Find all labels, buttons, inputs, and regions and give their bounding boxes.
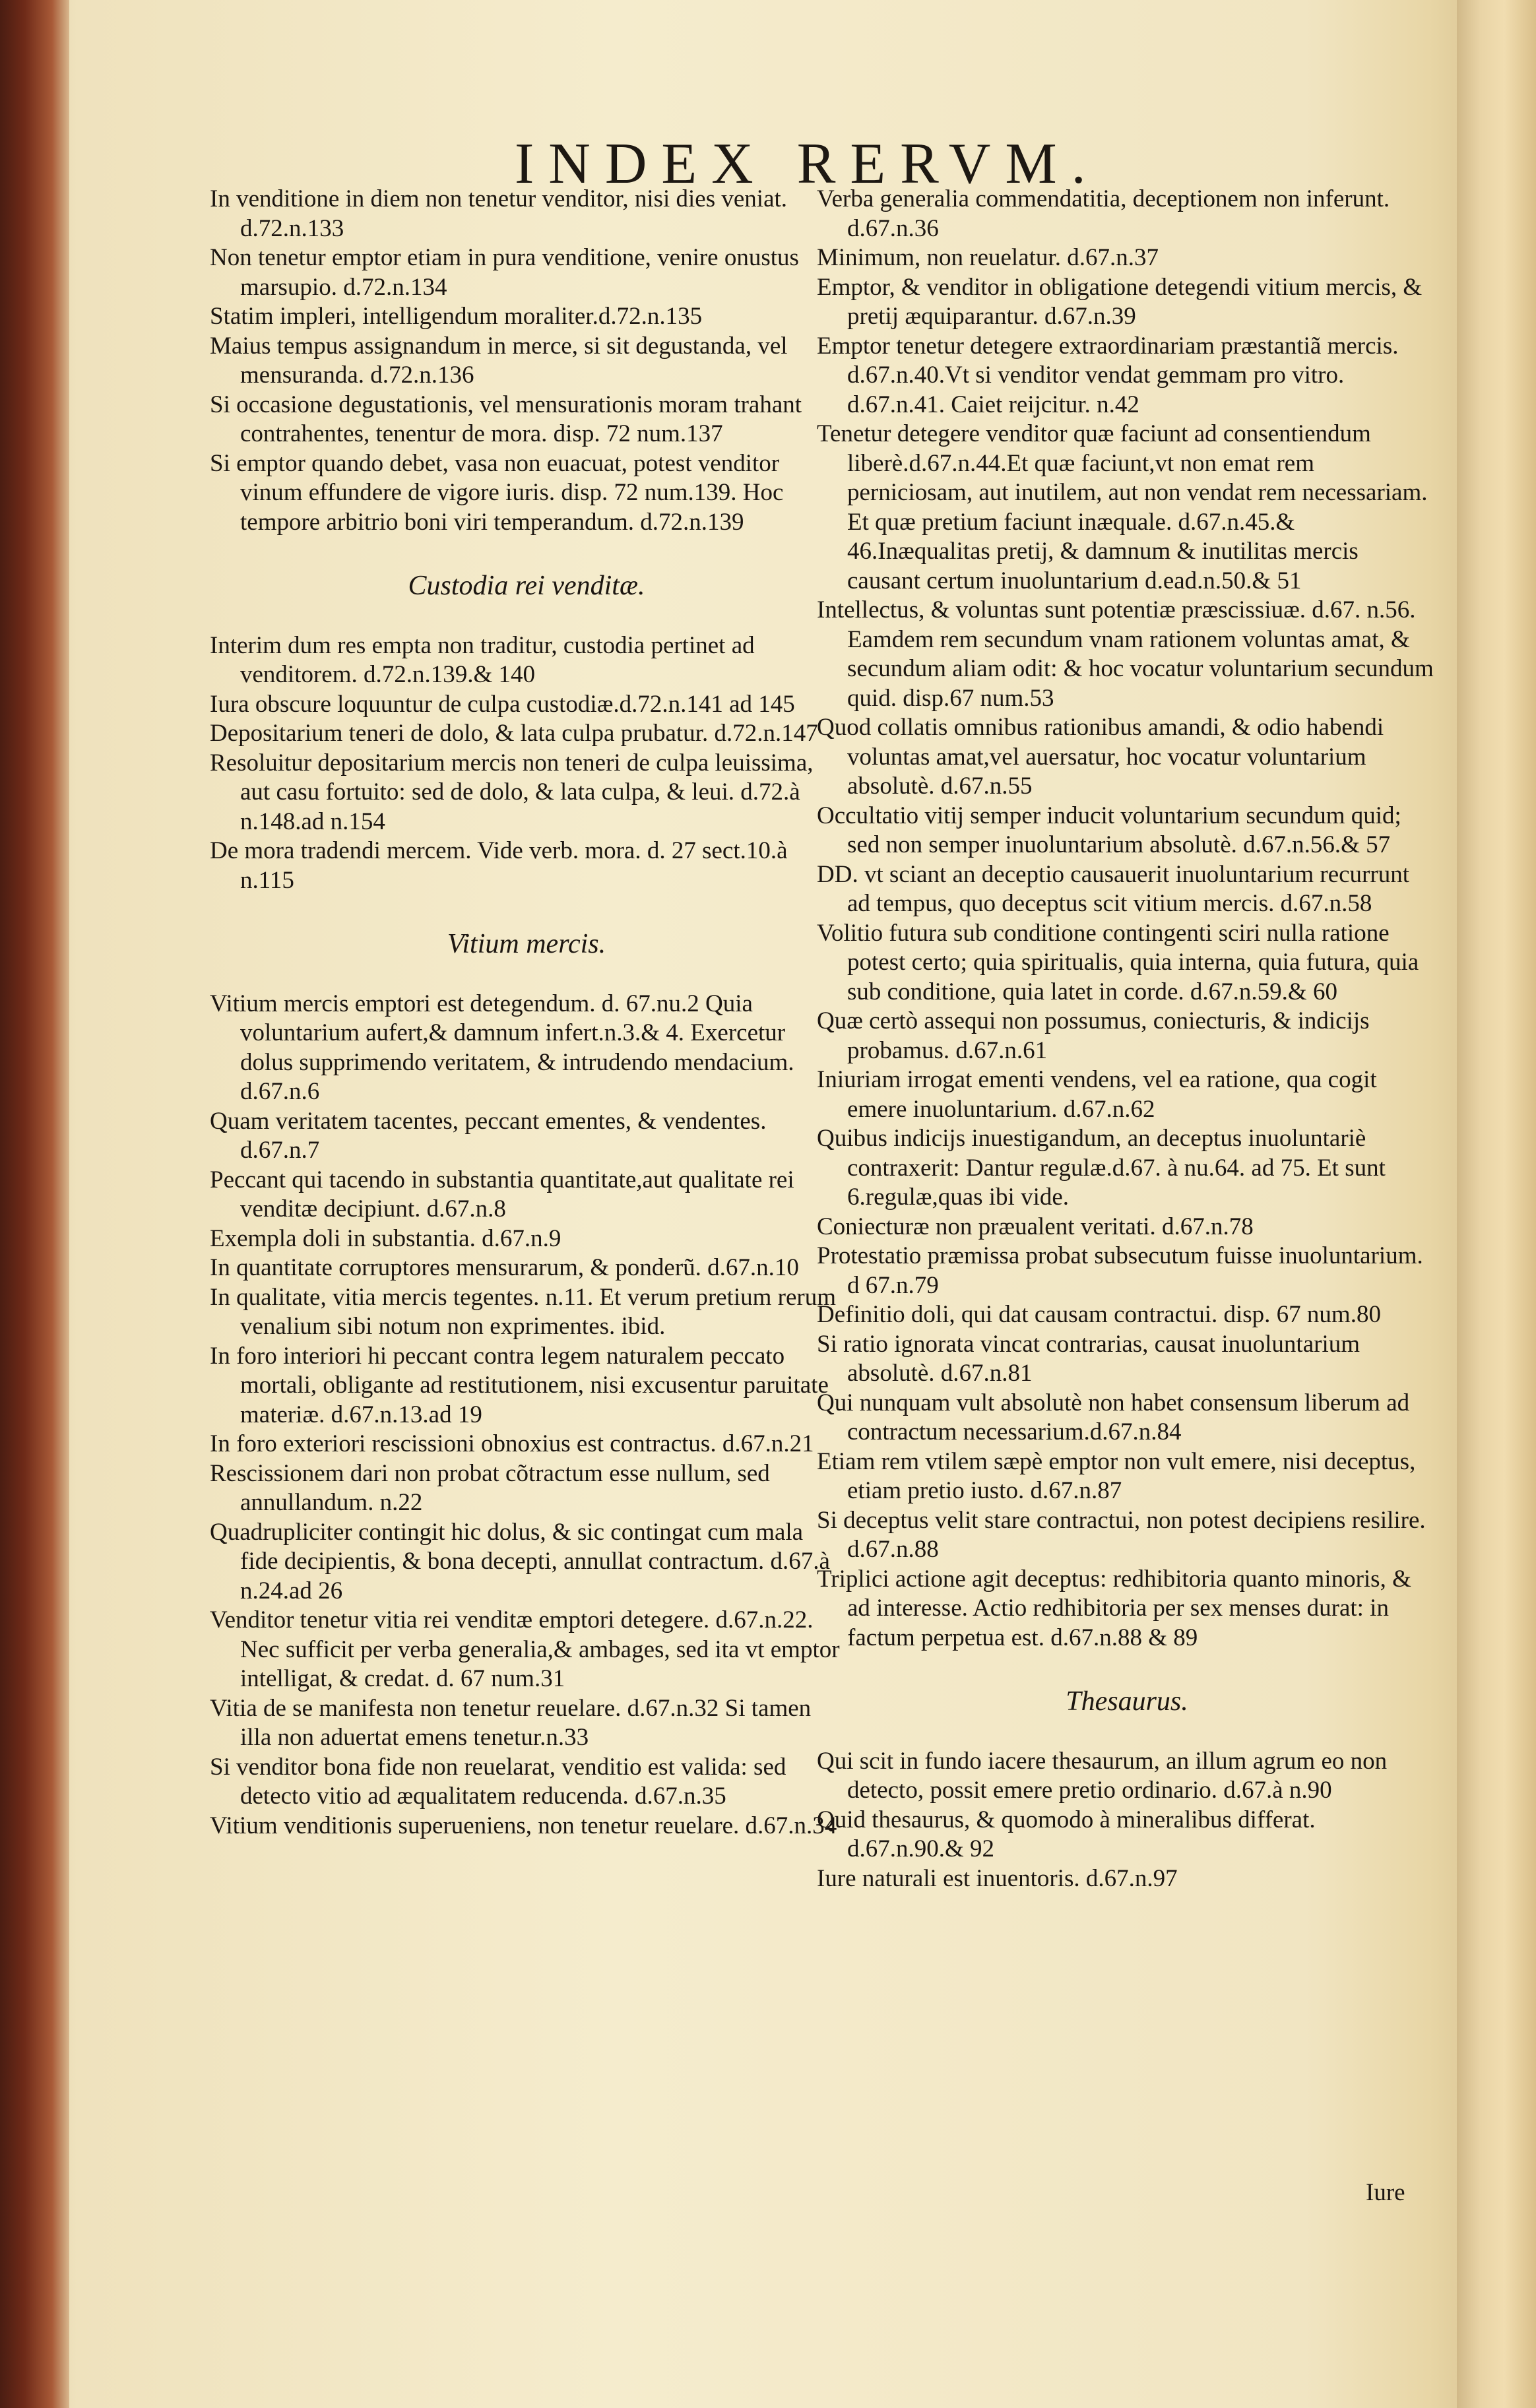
index-entry: Volitio futura sub conditione contingenti sciri nulla ratione potest certo; quia spiritualis, quia interna, quia futura, quia sub conditione, quia latet in corde. d.67.n.59.& 60 [817,919,1419,1005]
index-entry: Iura obscure loquuntur de culpa custodiæ.d.72.n.141 ad 145 [210,690,795,718]
index-entry: In venditione in diem non tenetur venditor, nisi dies veniat. d.72.n.133 [210,185,788,242]
index-entry: Tenetur detegere venditor quæ faciunt ad consentiendum liberè.d.67.n.44.Et quæ faciunt,vt non emat rem perniciosam, aut inutilem, aut non vendat rem necessariam. Et quæ pretium faciunt inæquale. d.67.n.45.& 46.Inæqualitas pretij, & damnum & inutilitas mercis causant certum inuoluntarium d.ead.n.50.& 51 [817,420,1428,594]
index-entry: Triplici actione agit deceptus: redhibitoria quanto minoris, & ad interesse. Actio redhibitoria per sex menses durat: in factum perpetua est. d.67.n.88 & 89 [817,1565,1411,1651]
index-entry: De mora tradendi mercem. Vide verb. mora. d. 27 sect.10.à n.115 [210,837,788,894]
index-entry: In quantitate corruptores mensurarum, & ponderũ. d.67.n.10 [210,1254,799,1281]
index-entry: Venditor tenetur vitia rei venditæ emptori detegere. d.67.n.22. Nec sufficit per verba generalia,& ambages, sed ita vt emptor intelligat, & credat. d. 67 num.31 [210,1606,840,1692]
section-heading: Custodia rei venditæ. [408,571,645,601]
index-entry: Coniecturæ non præualent veritati. d.67.n.78 [817,1213,1254,1240]
index-entry: Iniuriam irrogat ementi vendens, vel ea ratione, qua cogit emere inuoluntarium. d.67.n.62 [817,1066,1377,1123]
index-entry: Etiam rem vtilem sæpè emptor non vult emere, nisi deceptus, etiam pretio iusto. d.67.n.87 [817,1447,1416,1504]
index-entry: Protestatio præmissa probat subsecutum fuisse inuoluntarium. d 67.n.79 [817,1242,1423,1299]
index-entry: Quod collatis omnibus rationibus amandi, & odio habendi voluntas amat,vel auersatur, hoc vocatur voluntarium absolutè. d.67.n.55 [817,714,1384,800]
index-entry: Minimum, non reuelatur. d.67.n.37 [817,244,1159,271]
index-entry: Verba generalia commendatitia, deceptionem non inferunt. d.67.n.36 [817,185,1390,242]
index-entry: Si occasione degustationis, vel mensurationis moram trahant contrahentes, tenentur de mora. disp. 72 num.137 [210,391,802,447]
index-entry: Quadrupliciter contingit hic dolus, & sic contingat cum mala fide decipientis, & bona decepti, annullat contractum. d.67.à n.24.ad 26 [210,1518,830,1604]
index-entry: Maius tempus assignandum in merce, si sit degustanda, vel mensuranda. d.72.n.136 [210,332,788,389]
index-entry: DD. vt sciant an deceptio causauerit inuoluntarium recurrunt ad tempus, quo deceptus scit vitium mercis. d.67.n.58 [817,860,1409,917]
section-heading: Thesaurus. [1066,1686,1188,1717]
index-entry: Vitia de se manifesta non tenetur reuelare. d.67.n.32 Si tamen illa non aduertat emens tenetur.n.33 [210,1694,812,1751]
left-column [210,185,843,1841]
index-entry: Rescissionem dari non probat cõtractum esse nullum, sed annullandum. n.22 [210,1459,770,1516]
index-entry: Si venditor bona fide non reuelarat, venditio est valida: sed detecto vitio ad æqualitatem reducenda. d.67.n.35 [210,1753,786,1810]
index-entry: Vitium mercis emptori est detegendum. d. 67.nu.2 Quia voluntarium aufert,& damnum infert.n.3.& 4. Exercetur dolus supprimendo veritatem, & intrudendo mendacium. d.67.n.6 [210,990,794,1105]
index-entry: Iure naturali est inuentoris. d.67.n.97 [817,1864,1178,1892]
page-title: INDEX RERVM. [515,132,1101,196]
index-entry: Exempla doli in substantia. d.67.n.9 [210,1224,561,1252]
index-entry: Qui nunquam vult absolutè non habet consensum liberum ad contractum necessarium.d.67.n.84 [817,1389,1410,1445]
index-entry: Interim dum res empta non traditur, custodia pertinet ad venditorem. d.72.n.139.& 140 [210,631,755,688]
index-entry: Vitium venditionis superueniens, non tenetur reuelare. d.67.n.34 [210,1812,837,1839]
index-entry: Resoluitur depositarium mercis non teneri de culpa leuissima, aut casu fortuito: sed de dolo, & lata culpa, & leui. d.72.à n.148.ad n.154 [210,749,814,835]
index-entry: Quid thesaurus, & quomodo à mineralibus differat. d.67.n.90.& 92 [817,1806,1316,1862]
index-entry: Emptor tenetur detegere extraordinariam præstantiã mercis. d.67.n.40.Vt si venditor vendat gemmam pro vitro. d.67.n.41. Caiet reijcitur. n.42 [817,332,1399,418]
index-entry: Quibus indicijs inuestigandum, an deceptus inuoluntariè contraxerit: Dantur regulæ.d.67. à nu.64. ad 75. Et sunt 6.regulæ,quas ibi vide. [817,1125,1386,1211]
index-entry: Statim impleri, intelligendum moraliter.d.72.n.135 [210,303,703,330]
index-entry: Depositarium teneri de dolo, & lata culpa prubatur. d.72.n.147 [210,720,818,747]
book-edge-left [0,0,69,2408]
index-entry: In foro interiori hi peccant contra legem naturalem peccato mortali, obligante ad restitutionem, nisi excusentur paruitate materiæ. d.67.n.13.ad 19 [210,1342,829,1428]
index-entry: Peccant qui tacendo in substantia quantitate,aut qualitate rei venditæ decipiunt. d.67.n.8 [210,1166,794,1222]
section-heading: Vitium mercis. [447,929,606,959]
index-entry: Si deceptus velit stare contractui, non potest decipiens resilire. d.67.n.88 [817,1506,1426,1563]
index-entry: Qui scit in fundo iacere thesaurum, an illum agrum eo non detecto, possit emere pretio ordinario. d.67.à n.90 [817,1747,1388,1804]
book-edge-right [1457,0,1536,2408]
index-entry: In foro exteriori rescissioni obnoxius est contractus. d.67.n.21 [210,1430,814,1457]
catchword: Iure [1366,2179,1405,2206]
index-entry: Non tenetur emptor etiam in pura venditione, venire onustus marsupio. d.72.n.134 [210,244,799,301]
index-entry: Emptor, & venditor in obligatione detegendi vitium mercis, & pretij æquiparantur. d.67.n.39 [817,273,1423,330]
index-entry: Si ratio ignorata vincat contrarias, causat inuoluntarium absolutè. d.67.n.81 [817,1330,1360,1387]
index-entry: In qualitate, vitia mercis tegentes. n.11. Et verum pretium rerum venalium sibi notum non exprimentes. ibid. [210,1283,837,1340]
index-entry: Quam veritatem tacentes, peccant ementes, & vendentes. d.67.n.7 [210,1107,767,1164]
index-entry: Definitio doli, qui dat causam contractui. disp. 67 num.80 [817,1301,1381,1328]
right-column [817,185,1437,1893]
index-entry: Si emptor quando debet, vasa non euacuat, potest venditor vinum effundere de vigore iuris. disp. 72 num.139. Hoc tempore arbitrio boni viri temperandum. d.72.n.139 [210,449,784,536]
index-entry: Quæ certò assequi non possumus, coniecturis, & indicijs probamus. d.67.n.61 [817,1007,1370,1064]
index-entry: Intellectus, & voluntas sunt potentiæ præscissiuæ. d.67. n.56. Eamdem rem secundum vnam rationem voluntas amat, & secundum aliam odit: & hoc vocatur voluntarium secundum quid. disp.67 num.53 [817,596,1434,712]
index-entry: Occultatio vitij semper inducit voluntarium secundum quid; sed non semper inuoluntarium absolutè. d.67.n.56.& 57 [817,802,1401,858]
